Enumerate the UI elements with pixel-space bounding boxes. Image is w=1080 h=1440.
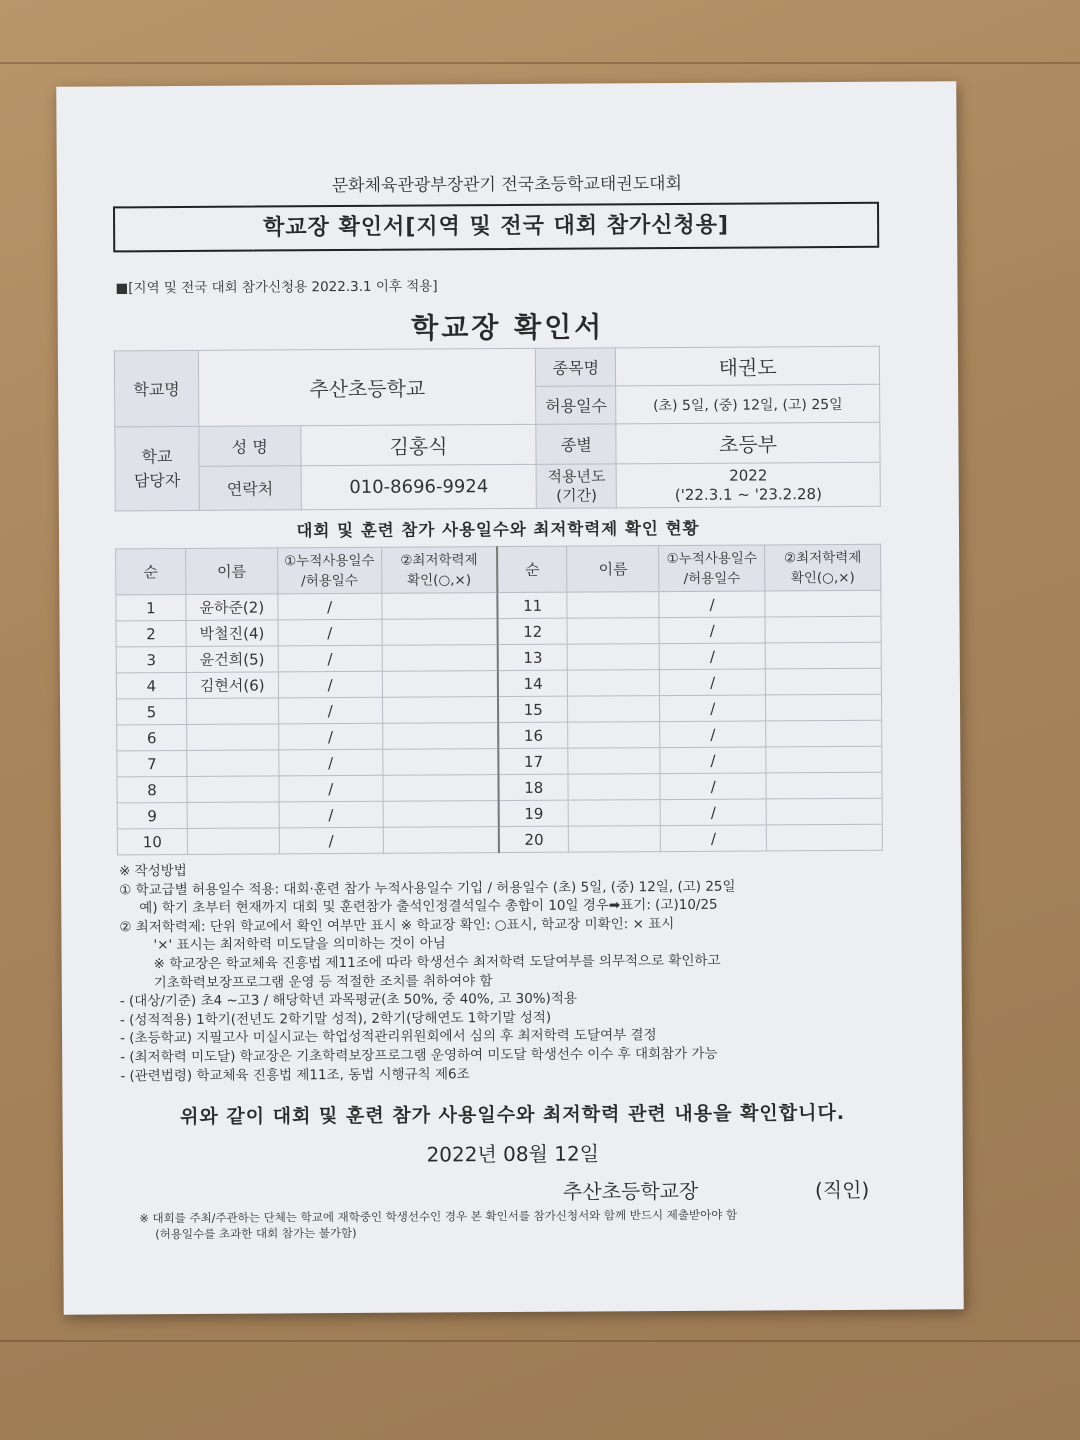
- division-label: 종별: [536, 424, 616, 464]
- floor-plank-seam: [0, 1340, 1080, 1342]
- used-days-cell: /: [660, 747, 766, 774]
- academic-check-cell: [765, 590, 881, 617]
- instruction-line: - (대상/기준) 초4 ~고3 / 해당학년 과목평균(초 50%, 중 40%, 고 30%)적용: [119, 990, 577, 1010]
- official-seal-placeholder: (직인): [814, 1177, 870, 1203]
- roster-header-row: [116, 544, 881, 595]
- academic-check-cell: [765, 668, 881, 695]
- used-days-cell: /: [278, 671, 382, 698]
- row-number: 17: [498, 748, 568, 774]
- row-number: 15: [498, 696, 568, 722]
- row-number: 3: [116, 646, 186, 672]
- year-value: 2022 ('22.3.1 ~ '23.2.28): [616, 462, 880, 508]
- academic-check-cell: [383, 801, 499, 828]
- academic-check-cell: [383, 775, 499, 802]
- row-number: 4: [116, 672, 186, 698]
- student-name: [569, 800, 661, 827]
- document-paper: [56, 81, 963, 1314]
- used-days-cell: /: [659, 643, 765, 670]
- student-name: [187, 828, 279, 855]
- sport-value: 태권도: [616, 346, 880, 386]
- row-number: 16: [498, 722, 568, 748]
- row-number: 8: [117, 776, 187, 802]
- school-value: 추산초등학교: [198, 348, 536, 426]
- col-no: 순: [116, 548, 186, 594]
- used-days-cell: /: [659, 591, 765, 618]
- used-days-cell: /: [279, 775, 383, 802]
- row-number: 14: [498, 670, 568, 696]
- confirmation-statement: 위와 같이 대회 및 훈련 참가 사용일수와 최저학력 관련 내용을 확인합니다.: [179, 1101, 846, 1129]
- row-number: 19: [499, 800, 569, 826]
- instruction-line: - (관련법령) 학교체육 진흥법 제11조, 동법 시행규칙 제6조: [120, 1065, 470, 1084]
- student-name: [187, 802, 279, 829]
- year-label: 적용년도 (기간): [536, 464, 616, 508]
- col-academic: ②최저학력제 확인(○,×): [381, 547, 497, 594]
- student-name: [568, 644, 660, 671]
- instruction-line: ※ 학교장은 학교체육 진흥법 제11조에 따라 학생선수 최저학력 도달여부를 의무적으로 확인하고: [153, 952, 721, 973]
- used-days-cell: /: [278, 697, 382, 724]
- manager-label: 학교 담당자: [115, 426, 199, 511]
- instruction-line: '×' 표시는 최저학력 미도달을 의미하는 것이 아님: [153, 935, 446, 954]
- instruction-line: 기초학력보장프로그램 운영 등 적절한 조치를 취하여야 함: [153, 972, 493, 991]
- applicability-note: ■[지역 및 전국 대회 참가신청용 2022.3.1 이후 적용]: [115, 278, 438, 297]
- academic-check-cell: [382, 749, 498, 776]
- academic-check-cell: [766, 694, 882, 721]
- col-academic: ②최저학력제 확인(○,×): [765, 544, 881, 591]
- document-title: 학교장 확인서: [411, 310, 605, 345]
- academic-check-cell: [766, 798, 882, 825]
- instruction-line: ② 최저학력제: 단위 학교에서 확인 여부만 표시 ※ 학교장 확인: ○표시, 학교장 미확인: × 표시: [119, 915, 675, 936]
- student-name: [568, 670, 660, 697]
- footer-note: [139, 1205, 929, 1242]
- used-days-cell: /: [278, 593, 382, 620]
- instruction-line: 예) 학기 초부터 현재까지 대회 및 훈련참가 출석인정결석일수 총합이 10일 경우➡표기: (고)10/25: [139, 896, 718, 917]
- form-title-box: 학교장 확인서[지역 및 전국 대회 참가신청용]: [113, 202, 879, 253]
- row-number: 12: [497, 618, 567, 644]
- row-number: 2: [116, 620, 186, 646]
- table-row: [117, 824, 882, 855]
- academic-check-cell: [382, 645, 498, 672]
- row-number: 11: [497, 592, 567, 618]
- instruction-line: - (성적적용) 1학기(전년도 2학기말 성적), 2학기(당해연도 1학기말 성적): [119, 1009, 552, 1029]
- used-days-cell: /: [278, 619, 382, 646]
- roster-table: [115, 544, 883, 856]
- roster-section-title: 대회 및 훈련 참가 사용일수와 최저학력제 확인 현황: [296, 518, 700, 541]
- division-value: 초등부: [616, 422, 880, 464]
- school-label: 학교명: [114, 350, 198, 427]
- academic-check-cell: [383, 827, 499, 854]
- academic-check-cell: [382, 697, 498, 724]
- academic-check-cell: [766, 824, 882, 851]
- footer-line-2: (허용일수를 초과한 대회 참가는 불가함): [155, 1225, 357, 1242]
- used-days-cell: /: [659, 617, 765, 644]
- used-days-cell: /: [279, 749, 383, 776]
- row-number: 9: [117, 802, 187, 828]
- confirmation-date: 2022년 08월 12일: [426, 1141, 600, 1167]
- used-days-cell: /: [660, 799, 766, 826]
- manager-name: 김홍식: [301, 424, 537, 465]
- student-name: 김현서(6): [186, 672, 278, 699]
- contact-value: 010-8696-9924: [301, 464, 537, 509]
- row-number: 10: [117, 828, 187, 854]
- row-number: 1: [116, 594, 186, 620]
- academic-check-cell: [766, 772, 882, 799]
- student-name: 윤하준(2): [186, 594, 278, 621]
- name-label: 성 명: [199, 426, 301, 467]
- row-number: 6: [117, 724, 187, 750]
- footer-line-1: ※ 대회를 주최/주관하는 단체는 학교에 재학중인 학생선수인 경우 본 확인서를 참가신청서와 함께 반드시 제출받아야 함: [139, 1207, 738, 1226]
- used-days-cell: /: [660, 695, 766, 722]
- student-name: [569, 826, 661, 853]
- used-days-cell: /: [278, 645, 382, 672]
- student-name: [568, 774, 660, 801]
- academic-check-cell: [766, 746, 882, 773]
- contact-label: 연락처: [199, 466, 301, 511]
- student-name: [187, 724, 279, 751]
- academic-check-cell: [382, 619, 498, 646]
- student-name: [568, 722, 660, 749]
- principal-signature: 추산초등학교장: [562, 1178, 699, 1204]
- student-name: [567, 618, 659, 645]
- academic-check-cell: [766, 720, 882, 747]
- academic-check-cell: [382, 671, 498, 698]
- col-days: ①누적사용일수 /허용일수: [659, 545, 765, 592]
- row-number: 20: [499, 826, 569, 852]
- instruction-line: ※ 작성방법: [119, 862, 187, 880]
- event-name: 문화체육관광부장관기 전국초등학교태권도대회: [331, 173, 683, 197]
- row-number: 13: [498, 644, 568, 670]
- school-info-table: [114, 346, 881, 512]
- used-days-cell: /: [661, 825, 767, 852]
- col-no: 순: [497, 546, 567, 592]
- used-days-cell: /: [279, 827, 383, 854]
- student-name: [568, 696, 660, 723]
- academic-check-cell: [381, 593, 497, 620]
- allowed-days-label: 허용일수: [536, 386, 616, 424]
- used-days-cell: /: [660, 773, 766, 800]
- row-number: 18: [498, 774, 568, 800]
- used-days-cell: /: [660, 669, 766, 696]
- academic-check-cell: [765, 642, 881, 669]
- student-name: [568, 748, 660, 775]
- instruction-line: - (초등학교) 지필고사 미실시교는 학업성적관리위원회에서 심의 후 최저학력 도달여부 결정: [120, 1027, 657, 1047]
- floor-plank-seam: [0, 62, 1080, 64]
- used-days-cell: /: [279, 801, 383, 828]
- row-number: 7: [117, 750, 187, 776]
- row-number: 5: [116, 698, 186, 724]
- used-days-cell: /: [278, 723, 382, 750]
- sport-label: 종목명: [536, 348, 616, 386]
- academic-check-cell: [765, 616, 881, 643]
- instruction-line: ① 학교급별 허용일수 적용: 대회·훈련 참가 누적사용일수 기입 / 허용일수 (초) 5일, (중) 12일, (고) 25일: [119, 878, 736, 898]
- student-name: 박철진(4): [186, 620, 278, 647]
- col-name: 이름: [567, 546, 659, 593]
- col-name: 이름: [185, 548, 277, 595]
- col-days: ①누적사용일수 /허용일수: [277, 547, 381, 594]
- student-name: [567, 592, 659, 619]
- student-name: 윤건희(5): [186, 646, 278, 673]
- student-name: [187, 750, 279, 777]
- writing-instructions: [119, 858, 920, 1086]
- student-name: [187, 776, 279, 803]
- instruction-line: - (최저학력 미도달) 학교장은 기초학력보장프로그램 운영하여 미도달 학생선수 이수 후 대회참가 가능: [120, 1045, 718, 1066]
- student-name: [186, 698, 278, 725]
- academic-check-cell: [382, 723, 498, 750]
- allowed-days-value: (초) 5일, (중) 12일, (고) 25일: [616, 384, 880, 424]
- used-days-cell: /: [660, 721, 766, 748]
